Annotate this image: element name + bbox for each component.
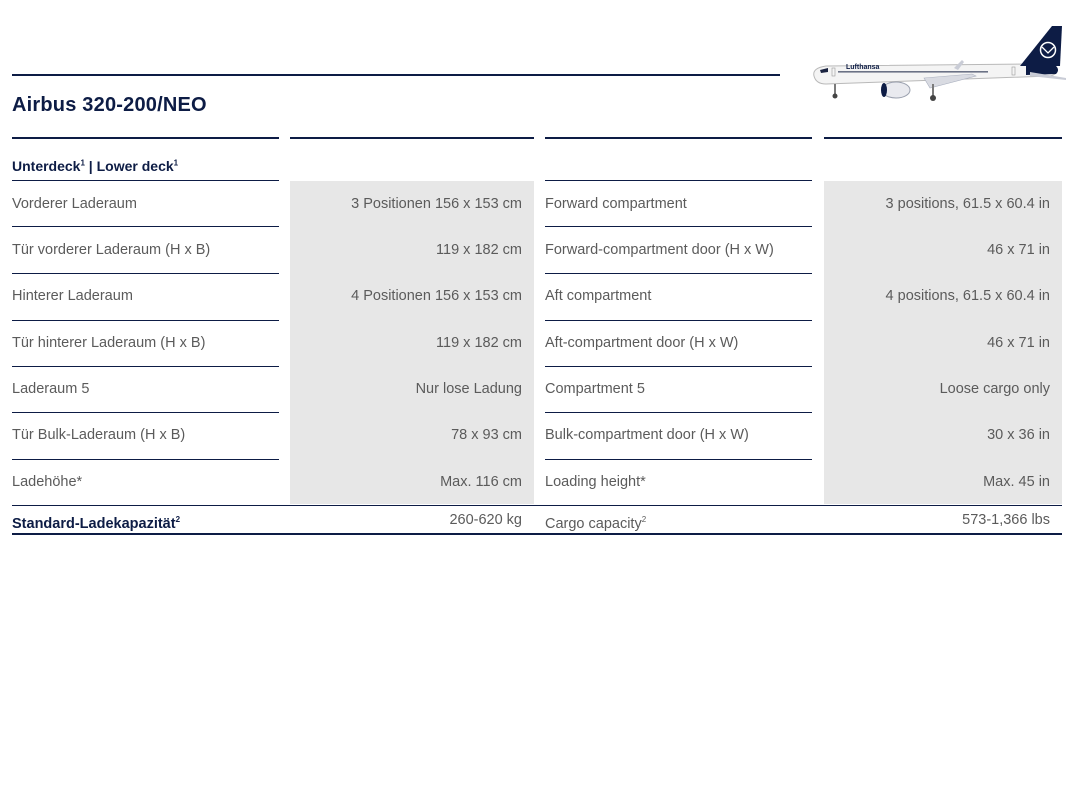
de-label: Tür vorderer Laderaum (H x B): [12, 242, 211, 258]
de-label: Vorderer Laderaum: [12, 196, 137, 212]
en-label: Compartment 5: [545, 381, 645, 397]
en-label: Forward-compartment door (H x W): [545, 242, 774, 258]
column-rule-4: [824, 137, 1062, 139]
de-value: 119 x 182 cm: [436, 242, 522, 258]
en-value: Max. 45 in: [983, 474, 1050, 490]
de-label: Tür hinterer Laderaum (H x B): [12, 335, 206, 351]
column-rule-3: [545, 137, 812, 139]
table-row: [0, 459, 1080, 505]
table-row: [0, 181, 1080, 227]
table-row: [0, 227, 1080, 273]
de-label: Ladehöhe*: [12, 474, 83, 490]
de-value: Nur lose Ladung: [415, 381, 522, 397]
column-rule-1: [12, 137, 279, 139]
en-label: Bulk-compartment door (H x W): [545, 427, 749, 443]
total-de-label: Standard-Ladekapazität$^2$: [12, 515, 181, 532]
page-title: Airbus 320-200/NEO: [12, 94, 207, 116]
en-label: Aft compartment: [545, 288, 652, 304]
de-label: Laderaum 5: [12, 381, 90, 397]
aircraft-illustration: [804, 22, 1068, 114]
table-row: [0, 320, 1080, 366]
total-row: [0, 506, 1080, 534]
livery-text: Lufthansa: [846, 64, 880, 71]
de-value: 78 x 93 cm: [451, 427, 522, 443]
en-label: Forward compartment: [545, 196, 687, 212]
title-rule: [12, 74, 780, 76]
en-value: 30 x 36 in: [987, 427, 1050, 443]
de-label: Hinterer Laderaum: [12, 288, 133, 304]
en-value: Loose cargo only: [939, 381, 1050, 397]
total-de-value: 260-620 kg: [449, 512, 522, 528]
en-value: 3 positions, 61.5 x 60.4 in: [885, 196, 1050, 212]
en-value: 4 positions, 61.5 x 60.4 in: [885, 288, 1050, 304]
table-row: [0, 273, 1080, 319]
de-value: Max. 116 cm: [440, 474, 522, 490]
table-row: [0, 366, 1080, 412]
table-bottom-rule: [12, 533, 1062, 535]
column-rule-2: [290, 137, 534, 139]
en-label: Aft-compartment door (H x W): [545, 335, 739, 351]
section-heading: Unterdeck$^1$ | Lower deck$^1$: [12, 158, 179, 174]
total-en-value: 573-1,366 lbs: [962, 512, 1050, 528]
en-value: 46 x 71 in: [987, 242, 1050, 258]
en-label: Loading height*: [545, 474, 646, 490]
de-value: 119 x 182 cm: [436, 335, 522, 351]
de-label: Tür Bulk-Laderaum (H x B): [12, 427, 186, 443]
de-value: 3 Positionen 156 x 153 cm: [351, 196, 522, 212]
table-row: [0, 412, 1080, 458]
de-value: 4 Positionen 156 x 153 cm: [351, 288, 522, 304]
en-value: 46 x 71 in: [987, 335, 1050, 351]
total-en-label: Cargo capacity$^2$: [545, 515, 647, 532]
